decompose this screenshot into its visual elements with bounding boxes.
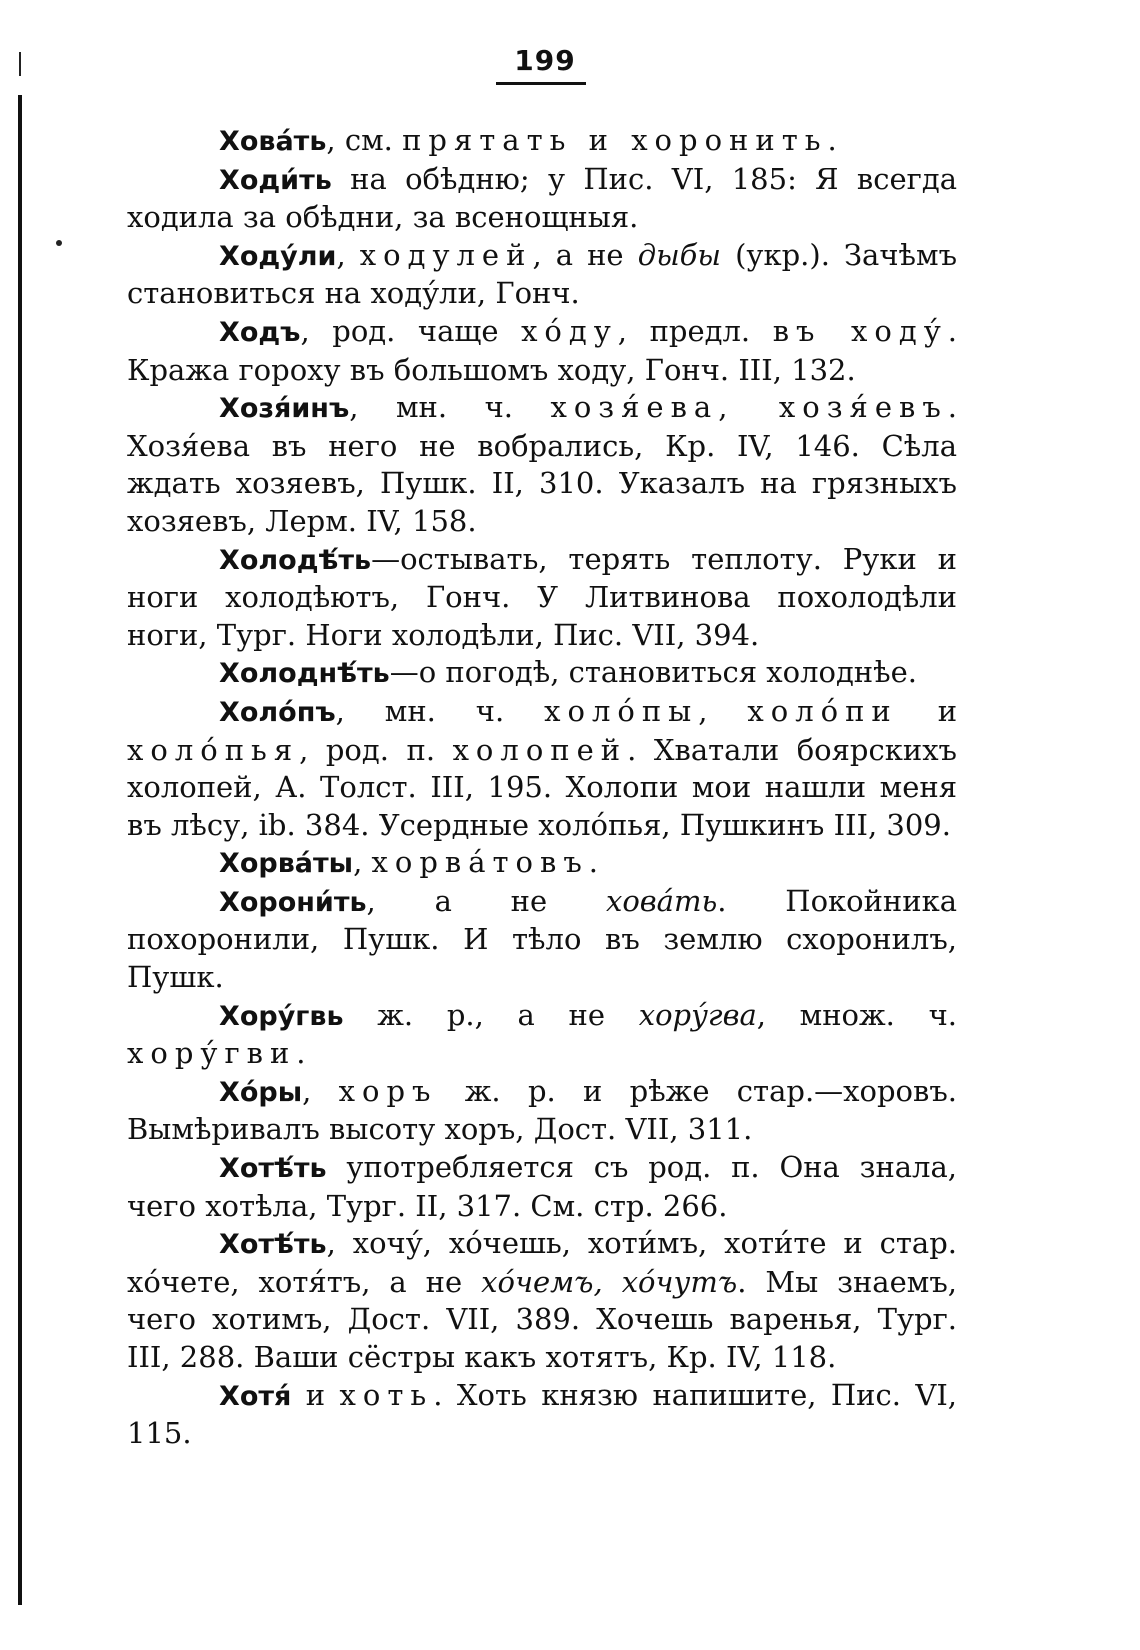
dictionary-entry-hotet1 <box>127 1149 957 1225</box>
entry-text: , <box>353 845 372 880</box>
entry-italic-form: хору́гва <box>638 997 757 1032</box>
dictionary-entry-hozyain <box>127 389 957 540</box>
entry-spaced-form: ходулей <box>359 237 533 272</box>
dictionary-entry-holop <box>127 693 957 844</box>
entry-text: , <box>336 237 360 272</box>
entry-text: употребляется съ род. п. Она знала, чего хотѣла, Тург. II, 317. См. стр. 266. <box>127 1150 957 1223</box>
entry-headword: Ходи́ть <box>219 164 332 196</box>
entry-headword: Холоднѣ́ть <box>219 658 390 690</box>
entry-spaced-form: хоть <box>339 1377 434 1412</box>
entry-headword: Хова́ть <box>219 126 327 157</box>
entry-text: . Хватали боярскихъ холопей, А. Толст. III, 195. Холопи мои нашли меня въ лѣсу, ib. 384. Усердные холо́пья, Пушкинъ III, 309. <box>127 732 957 842</box>
entry-text: на обѣдню; у Пис. VI, 185: Я всегда ходила за обѣдни, за всенощныя. <box>127 161 957 235</box>
entry-text: , род. п. <box>299 732 453 767</box>
entry-text: , мн. ч. <box>335 693 545 728</box>
entry-text: , <box>302 1073 339 1108</box>
entry-text: , род. чаще <box>300 313 522 348</box>
dictionary-entry-holodnet <box>127 654 957 693</box>
entry-text: , см. <box>326 123 403 157</box>
entry-text: . Покойника похоронили, Пушк. И тѣло въ землю схоронилъ, Пушк. <box>127 883 958 995</box>
entry-headword: Хотѣ́ть <box>219 1229 327 1261</box>
dictionary-entry-hoduli <box>127 237 957 313</box>
entry-text: ж. р., а не <box>343 997 639 1032</box>
entry-headword: Хозя́инъ <box>219 393 350 425</box>
entry-text: . Мы знаемъ, чего хотимъ, Дост. VII, 389. Хочешь варенья, Тург. III, 288. Ваши сёстры какъ хотятъ, Кр. IV, 118. <box>127 1264 957 1374</box>
entry-spaced-form: хору́гви <box>127 1036 297 1071</box>
entry-spaced-form: въ ходу́ <box>772 313 948 348</box>
page-number-underline <box>496 82 586 85</box>
entry-headword: Холодѣ́ть <box>219 544 372 576</box>
entry-text: , множ. ч. <box>756 997 957 1032</box>
entry-text: —о погодѣ, становиться холоднѣе. <box>389 655 918 690</box>
entry-text: и <box>291 1377 340 1412</box>
scan-binding-edge <box>18 95 22 1605</box>
entry-spaced-form: хо́ду <box>521 313 618 348</box>
entry-text: , предл. <box>617 313 773 348</box>
entry-text: . Кража гороху въ большомъ ходу, Гонч. III, 132. <box>127 313 957 387</box>
dictionary-entry-hory <box>127 1073 957 1149</box>
entry-text: , а не <box>532 237 638 272</box>
dictionary-entry-hovat <box>127 122 957 161</box>
entry-headword: Холо́пъ <box>219 696 336 728</box>
entry-headword: Ходу́ли <box>219 240 337 272</box>
entry-text: (укр.). Зачѣмъ становиться на ходу́ли, Гонч. <box>127 237 958 311</box>
dictionary-entry-horonit <box>127 883 957 997</box>
entry-text: , а не <box>366 883 606 918</box>
entry-text: , хочу́, хо́чешь, хоти́мъ, хоти́те и стар. хо́чете, хотя́тъ, а не <box>127 1226 957 1299</box>
entry-spaced-form: холо́пья <box>127 732 300 767</box>
entry-headword: Хотя́ <box>219 1380 292 1412</box>
scan-margin-tick <box>19 52 21 76</box>
scan-speck <box>56 240 62 246</box>
dictionary-entry-hod <box>127 313 957 389</box>
entry-italic-form: дыбы <box>637 237 722 272</box>
dictionary-entry-hodit <box>127 161 957 237</box>
entry-text: —остывать, терять теплоту. Руки и ноги холодѣютъ, Гонч. У Литвинова похолодѣли ноги, Тург. Ноги холодѣли, Пис. VII, 394. <box>127 541 957 652</box>
entry-headword: Хорони́ть <box>219 886 367 918</box>
entry-text: . <box>296 1036 306 1071</box>
entry-italic-form: хова́ть <box>605 883 718 918</box>
dictionary-entry-hotet2 <box>127 1225 957 1376</box>
page-number: 199 <box>514 44 576 77</box>
entry-headword: Ходъ <box>219 316 301 348</box>
entry-spaced-form: холо́пы <box>544 693 699 728</box>
entry-spaced-form: хозя́ева, хозя́евъ <box>550 390 948 425</box>
entry-headword: Хорва́ты <box>219 848 354 880</box>
entry-headword: Хотѣ́ть <box>219 1153 327 1185</box>
entry-spaced-form: хорва́товъ <box>371 845 589 880</box>
entry-text: . <box>588 845 599 880</box>
entry-spaced-form: холопей <box>452 732 628 767</box>
entry-text: . Хозя́ева въ него не вобрались, Кр. IV, 146. Сѣла ждать хозяевъ, Пушк. II, 310. Указалъ на грязныхъ хозяевъ, Лерм. IV, 158. <box>127 390 957 538</box>
entry-text: ж. р. и рѣже стар.—хоровъ. Вымѣривалъ высоту хоръ, Дост. VII, 311. <box>127 1073 958 1147</box>
entry-spaced-form: холо́пи <box>747 693 898 728</box>
entry-text: и <box>897 693 958 728</box>
entry-text: . Хоть князю напишите, Пис. VI, 115. <box>127 1377 957 1451</box>
entry-text: , <box>698 693 748 728</box>
entry-headword: Хору́гвь <box>219 1000 344 1032</box>
entry-spaced-form: прятать и хоронить. <box>402 123 844 157</box>
entry-spaced-form: хоръ <box>338 1073 438 1108</box>
dictionary-entry-holodet <box>127 541 957 655</box>
dictionary-entry-hotya <box>127 1377 957 1453</box>
entry-text: , мн. ч. <box>349 390 551 425</box>
dictionary-entry-horugv <box>127 997 957 1073</box>
entry-headword: Хо́ры <box>219 1076 303 1108</box>
entry-italic-form: хо́чемъ, хо́чутъ <box>481 1264 738 1299</box>
dictionary-text-column <box>127 122 957 1453</box>
dictionary-entry-horvaty <box>127 844 957 883</box>
